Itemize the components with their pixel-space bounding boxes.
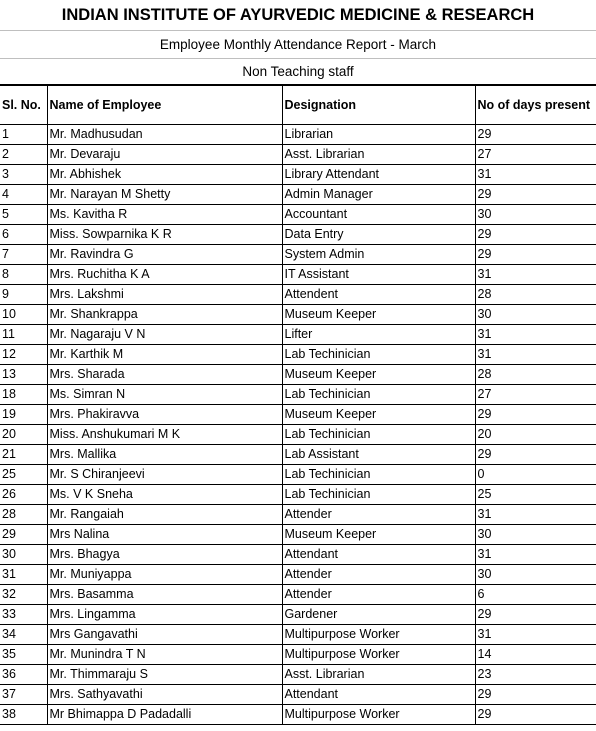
- cell-designation: System Admin: [282, 245, 475, 265]
- table-row: [0, 705, 596, 725]
- cell-employee-name: Mr. Narayan M Shetty: [47, 185, 282, 205]
- cell-days-present: 29: [475, 405, 596, 425]
- cell-sl-no: 10: [0, 305, 47, 325]
- cell-designation: Asst. Librarian: [282, 145, 475, 165]
- cell-days-present: 23: [475, 665, 596, 685]
- table-row: [0, 205, 596, 225]
- cell-days-present: 29: [475, 445, 596, 465]
- table-row: [0, 245, 596, 265]
- cell-sl-no: 1: [0, 125, 47, 145]
- table-row: [0, 125, 596, 145]
- table-row: [0, 365, 596, 385]
- cell-sl-no: 8: [0, 265, 47, 285]
- cell-designation: Admin Manager: [282, 185, 475, 205]
- cell-designation: Lifter: [282, 325, 475, 345]
- cell-employee-name: Miss. Anshukumari M K: [47, 425, 282, 445]
- cell-days-present: 27: [475, 145, 596, 165]
- cell-employee-name: Mr. Rangaiah: [47, 505, 282, 525]
- cell-designation: Lab Techinician: [282, 465, 475, 485]
- cell-designation: Attendant: [282, 685, 475, 705]
- table-row: [0, 565, 596, 585]
- cell-days-present: 31: [475, 325, 596, 345]
- attendance-table: [0, 85, 596, 725]
- cell-designation: Accountant: [282, 205, 475, 225]
- cell-days-present: 20: [475, 425, 596, 445]
- cell-sl-no: 4: [0, 185, 47, 205]
- table-row: [0, 645, 596, 665]
- cell-designation: Asst. Librarian: [282, 665, 475, 685]
- cell-days-present: 14: [475, 645, 596, 665]
- institute-title: INDIAN INSTITUTE OF AYURVEDIC MEDICINE & RESEARCH: [0, 0, 596, 31]
- cell-sl-no: 11: [0, 325, 47, 345]
- table-row: [0, 485, 596, 505]
- table-row: [0, 345, 596, 365]
- table-row: [0, 405, 596, 425]
- cell-employee-name: Mr. S Chiranjeevi: [47, 465, 282, 485]
- cell-employee-name: Mr. Munindra T N: [47, 645, 282, 665]
- table-row: [0, 145, 596, 165]
- cell-sl-no: 20: [0, 425, 47, 445]
- table-row: [0, 425, 596, 445]
- column-header-sl-no: Sl. No.: [0, 86, 47, 125]
- cell-sl-no: 13: [0, 365, 47, 385]
- cell-days-present: 29: [475, 225, 596, 245]
- cell-sl-no: 37: [0, 685, 47, 705]
- cell-designation: Lab Techinician: [282, 425, 475, 445]
- cell-employee-name: Mrs. Ruchitha K A: [47, 265, 282, 285]
- table-row: [0, 605, 596, 625]
- table-row: [0, 625, 596, 645]
- cell-designation: Attendant: [282, 545, 475, 565]
- cell-designation: Museum Keeper: [282, 305, 475, 325]
- cell-designation: Gardener: [282, 605, 475, 625]
- cell-days-present: 30: [475, 305, 596, 325]
- cell-designation: Librarian: [282, 125, 475, 145]
- cell-days-present: 29: [475, 185, 596, 205]
- cell-employee-name: Mr. Shankrappa: [47, 305, 282, 325]
- cell-days-present: 0: [475, 465, 596, 485]
- cell-days-present: 6: [475, 585, 596, 605]
- cell-days-present: 29: [475, 705, 596, 725]
- cell-employee-name: Mrs. Sharada: [47, 365, 282, 385]
- table-row: [0, 685, 596, 705]
- cell-days-present: 31: [475, 265, 596, 285]
- cell-sl-no: 12: [0, 345, 47, 365]
- cell-sl-no: 19: [0, 405, 47, 425]
- cell-sl-no: 25: [0, 465, 47, 485]
- cell-employee-name: Mrs Gangavathi: [47, 625, 282, 645]
- cell-sl-no: 5: [0, 205, 47, 225]
- cell-employee-name: Ms. Simran N: [47, 385, 282, 405]
- cell-days-present: 29: [475, 245, 596, 265]
- cell-designation: Attender: [282, 505, 475, 525]
- cell-days-present: 29: [475, 685, 596, 705]
- cell-sl-no: 6: [0, 225, 47, 245]
- cell-sl-no: 21: [0, 445, 47, 465]
- cell-sl-no: 38: [0, 705, 47, 725]
- cell-days-present: 30: [475, 565, 596, 585]
- cell-employee-name: Mr. Karthik M: [47, 345, 282, 365]
- cell-employee-name: Miss. Sowparnika K R: [47, 225, 282, 245]
- cell-designation: Museum Keeper: [282, 405, 475, 425]
- cell-designation: Attendent: [282, 285, 475, 305]
- cell-sl-no: 34: [0, 625, 47, 645]
- table-row: [0, 185, 596, 205]
- cell-employee-name: Mrs. Basamma: [47, 585, 282, 605]
- cell-designation: Multipurpose Worker: [282, 625, 475, 645]
- cell-sl-no: 7: [0, 245, 47, 265]
- column-header-days-present: No of days present: [475, 86, 596, 125]
- cell-employee-name: Mrs. Lakshmi: [47, 285, 282, 305]
- cell-sl-no: 30: [0, 545, 47, 565]
- cell-employee-name: Ms. Kavitha R: [47, 205, 282, 225]
- cell-employee-name: Mrs Nalina: [47, 525, 282, 545]
- table-row: [0, 305, 596, 325]
- cell-sl-no: 35: [0, 645, 47, 665]
- section-heading: Non Teaching staff: [0, 59, 596, 85]
- table-row: [0, 285, 596, 305]
- cell-days-present: 29: [475, 125, 596, 145]
- cell-designation: Museum Keeper: [282, 525, 475, 545]
- table-row: [0, 525, 596, 545]
- cell-sl-no: 33: [0, 605, 47, 625]
- cell-days-present: 25: [475, 485, 596, 505]
- cell-days-present: 28: [475, 365, 596, 385]
- cell-designation: Attender: [282, 585, 475, 605]
- table-row: [0, 505, 596, 525]
- table-row: [0, 265, 596, 285]
- cell-designation: Lab Techinician: [282, 385, 475, 405]
- cell-employee-name: Mrs. Lingamma: [47, 605, 282, 625]
- cell-employee-name: Mr. Muniyappa: [47, 565, 282, 585]
- table-row: [0, 585, 596, 605]
- cell-days-present: 28: [475, 285, 596, 305]
- cell-sl-no: 31: [0, 565, 47, 585]
- table-row: [0, 445, 596, 465]
- cell-employee-name: Mr. Nagaraju V N: [47, 325, 282, 345]
- table-row: [0, 225, 596, 245]
- cell-designation: Attender: [282, 565, 475, 585]
- cell-days-present: 30: [475, 525, 596, 545]
- table-header-row: [0, 86, 596, 125]
- cell-sl-no: 29: [0, 525, 47, 545]
- cell-sl-no: 18: [0, 385, 47, 405]
- cell-sl-no: 3: [0, 165, 47, 185]
- cell-designation: Museum Keeper: [282, 365, 475, 385]
- cell-sl-no: 26: [0, 485, 47, 505]
- cell-employee-name: Mr. Devaraju: [47, 145, 282, 165]
- table-row: [0, 465, 596, 485]
- cell-employee-name: Mr. Ravindra G: [47, 245, 282, 265]
- cell-days-present: 27: [475, 385, 596, 405]
- cell-employee-name: Mrs. Phakiravva: [47, 405, 282, 425]
- cell-designation: Multipurpose Worker: [282, 645, 475, 665]
- cell-days-present: 31: [475, 165, 596, 185]
- cell-employee-name: Mr. Abhishek: [47, 165, 282, 185]
- cell-employee-name: Mrs. Bhagya: [47, 545, 282, 565]
- cell-designation: Lab Assistant: [282, 445, 475, 465]
- cell-sl-no: 32: [0, 585, 47, 605]
- cell-employee-name: Mrs. Sathyavathi: [47, 685, 282, 705]
- cell-days-present: 30: [475, 205, 596, 225]
- column-header-name: Name of Employee: [47, 86, 282, 125]
- table-row: [0, 545, 596, 565]
- column-header-designation: Designation: [282, 86, 475, 125]
- cell-sl-no: 9: [0, 285, 47, 305]
- cell-designation: Multipurpose Worker: [282, 705, 475, 725]
- cell-designation: Lab Techinician: [282, 345, 475, 365]
- cell-days-present: 31: [475, 505, 596, 525]
- cell-employee-name: Mrs. Mallika: [47, 445, 282, 465]
- cell-days-present: 31: [475, 345, 596, 365]
- cell-days-present: 31: [475, 625, 596, 645]
- table-row: [0, 325, 596, 345]
- cell-employee-name: Ms. V K Sneha: [47, 485, 282, 505]
- table-row: [0, 165, 596, 185]
- cell-days-present: 31: [475, 545, 596, 565]
- table-row: [0, 385, 596, 405]
- cell-sl-no: 28: [0, 505, 47, 525]
- cell-designation: Library Attendant: [282, 165, 475, 185]
- cell-sl-no: 2: [0, 145, 47, 165]
- cell-designation: IT Assistant: [282, 265, 475, 285]
- cell-designation: Data Entry: [282, 225, 475, 245]
- cell-employee-name: Mr Bhimappa D Padadalli: [47, 705, 282, 725]
- cell-sl-no: 36: [0, 665, 47, 685]
- cell-designation: Lab Techinician: [282, 485, 475, 505]
- cell-employee-name: Mr. Thimmaraju S: [47, 665, 282, 685]
- report-title: Employee Monthly Attendance Report - March: [0, 31, 596, 59]
- cell-days-present: 29: [475, 605, 596, 625]
- table-row: [0, 665, 596, 685]
- cell-employee-name: Mr. Madhusudan: [47, 125, 282, 145]
